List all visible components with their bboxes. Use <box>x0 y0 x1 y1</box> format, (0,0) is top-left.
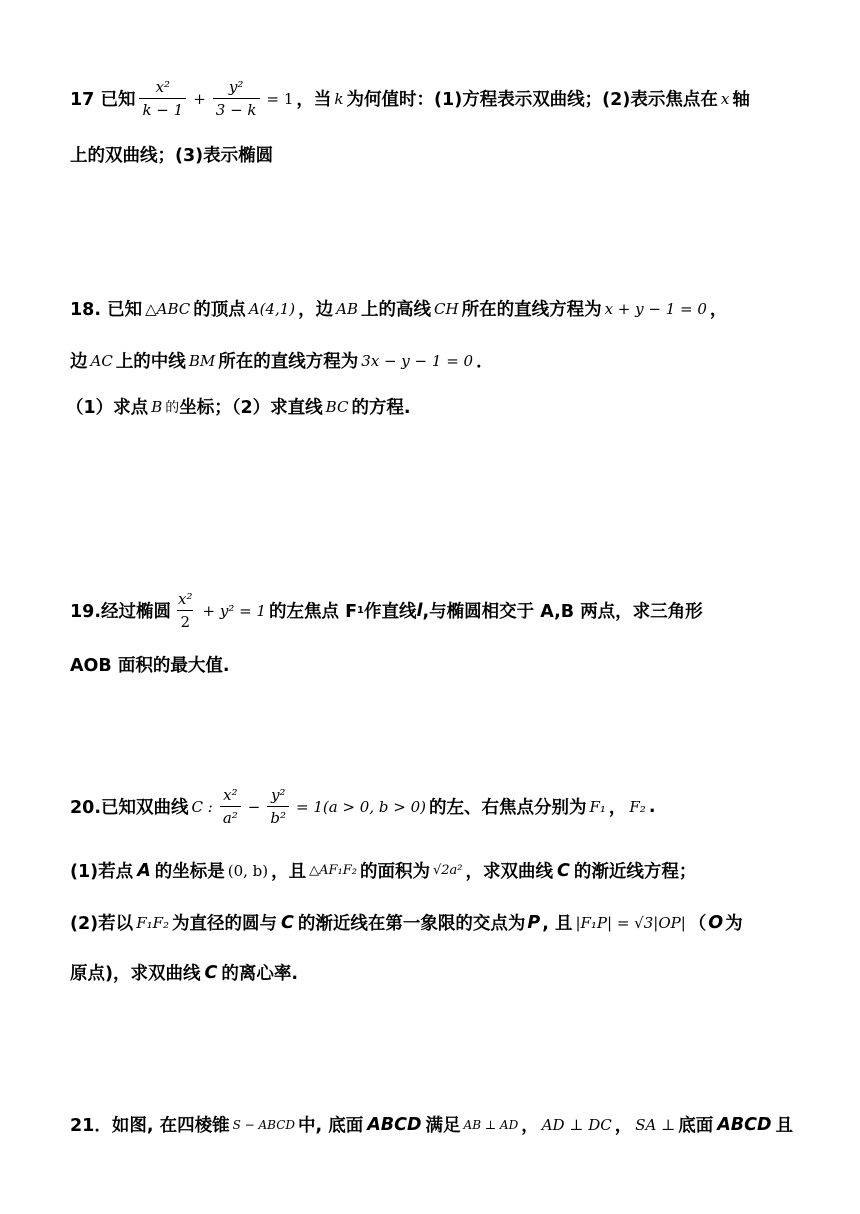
q20-line4: 原点)，求双曲线 C 的离心率. <box>70 962 298 984</box>
q21-line1: 21．如图, 在四棱锥 S − ABCD 中, 底面 ABCD 满足 AB ⊥ AD ， AD ⊥ DC ， SA ⊥ 底面 ABCD 且 <box>70 1114 793 1136</box>
q18-line1: 18. 已知 △ABC 的顶点 A(4,1) ，边 AB 上的高线 CH 所在的直线方程为 x + y − 1 = 0 ， <box>70 299 728 320</box>
q19-line2: AOB 面积的最大值. <box>70 656 230 676</box>
q17-line1: 17 已知 $\frac{\text{x²}}{k - 1}$ + $\frac{\text{y²}}{3 - k}$ = 1 ，当 k 为何值时：(1)方程表示双曲线；(2)表示焦点在 x 轴 <box>70 78 750 119</box>
q17-line2: 上的双曲线；(3)表示椭圆 <box>70 146 274 166</box>
q17-fraction-2: $\frac{\text{y²}}{3 - k}$ <box>213 78 260 119</box>
q20-line3: (2)若以 F₁F₂ 为直径的圆与 C 的渐近线在第一象限的交点为 P , 且 |F₁P| = √3|OP| （ O 为 <box>70 912 743 934</box>
q17-fraction-1: $\frac{\text{x²}}{k - 1}$ <box>139 78 186 119</box>
q20-line2: (1)若点 A 的坐标是 (0, b) ，且 △AF₁F₂ 的面积为 √2a² ，求双曲线 C 的渐近线方程； <box>70 860 697 882</box>
q19-fraction: $\frac{\text{x²}}{2}$ <box>178 590 193 631</box>
q20-line1: 20.已知双曲线 C : $\frac{\text{x²}}{\text{a²}}$ − $\frac{\text{y²}}{\text{b²}}$ = 1(a > 0, b > 0) 的左、右焦点分别为 F₁ ， F₂ . <box>70 786 656 827</box>
q20-fraction-2: $\frac{\text{y²}}{\text{b²}}$ <box>267 786 289 827</box>
q18-line2: 边 AC 上的中线 BM 所在的直线方程为 3x − y − 1 = 0 ． <box>70 351 494 372</box>
q20-fraction-1: $\frac{\text{x²}}{\text{a²}}$ <box>220 786 241 827</box>
q18-line3: （1）求点 B 的 坐标；（2）求直线 BC 的方程. <box>66 397 411 418</box>
q19-line1: 19.经过椭圆 $\frac{\text{x²}}{2}$ + y² = 1 的左焦点 F 1 作直线 l ,与椭圆相交于 A,B 两点，求三角形 <box>70 590 703 631</box>
